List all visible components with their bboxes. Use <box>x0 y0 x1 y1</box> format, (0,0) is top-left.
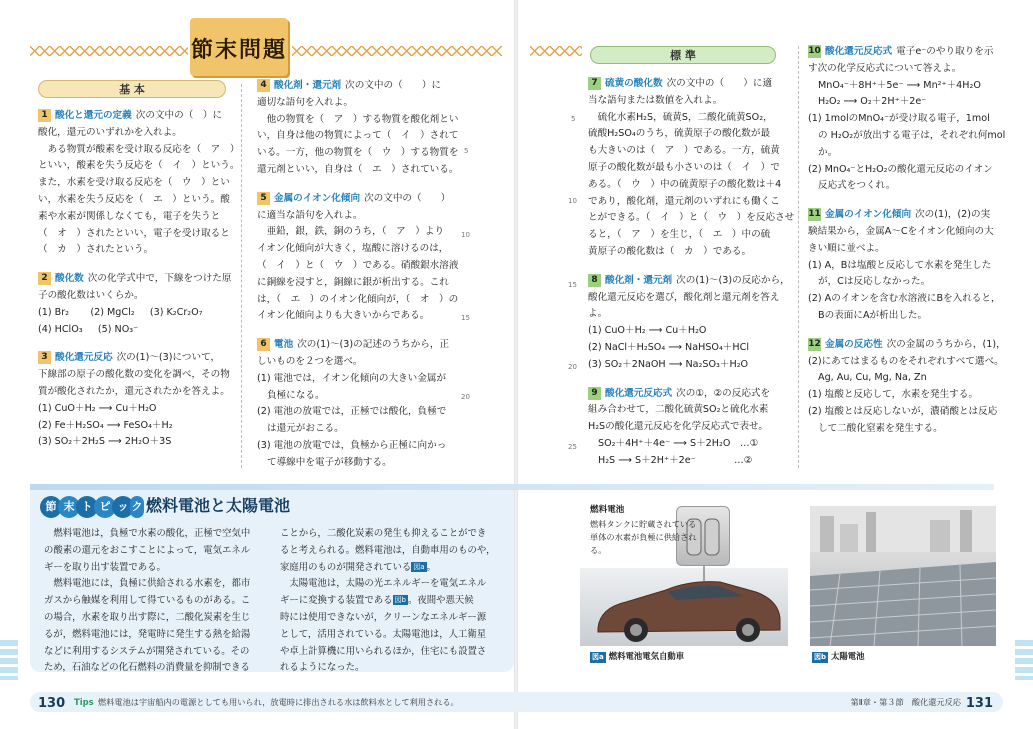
question-number: 7 <box>588 77 601 90</box>
question-item: が，Cは反応しなかった。 <box>818 276 931 288</box>
question-item: Bの表面にAが析出した。 <box>818 309 928 321</box>
question-head: 次の(1)～(3)について， <box>116 352 221 364</box>
question-line: に適当な語句を入れよ。 <box>257 209 363 221</box>
topic-line: の酸素の還元をおこすことによって，電気エネル <box>44 544 251 556</box>
question-item: H₂S ⟶ S＋2H⁺＋2e⁻ …② <box>598 454 753 466</box>
question-line: （ カ ）されたという。 <box>38 244 154 256</box>
topic-line: ことから，二酸化炭素の発生も抑えることができ <box>280 528 487 539</box>
chapter-reference: 第Ⅱ章・第３節 酸化還元反応 <box>850 697 961 707</box>
title-zigzag-left <box>30 46 188 56</box>
question-line: (2)にあてはまるものをそれぞれすべて選べ。 <box>808 355 1004 367</box>
car-label-title: 燃料電池 <box>590 505 625 515</box>
line-number: 10 <box>568 197 577 205</box>
figure-fuel-cell-car <box>580 500 788 646</box>
figure-ref-b[interactable]: 図b <box>394 596 406 605</box>
question-line: しいものを２つを選べ。 <box>257 355 363 367</box>
line-number: 5 <box>464 147 469 155</box>
question-title: 酸化剤・還元剤 <box>605 274 673 286</box>
question-item: (3) 電池の放電では，負極から正極に向かっ <box>257 439 447 451</box>
question-line: イオン化傾向よりも大きいからである。 <box>257 310 430 322</box>
question-line: い，自身は他の物質によって（ イ ）されて <box>257 130 459 142</box>
tips-label: Tips <box>74 697 94 707</box>
solar-panels-illustration <box>810 506 996 646</box>
question-11 <box>808 207 1004 325</box>
question-6 <box>257 337 453 471</box>
question-line: 適切な語句を入れよ。 <box>257 96 353 108</box>
question-title: 酸化数 <box>55 273 84 285</box>
question-line: また，水素を受け取る反応を（ ウ ）とい <box>38 177 230 189</box>
topic-line: として，活用されている。太陽電池は，人工衛星 <box>280 628 487 640</box>
question-4 <box>257 78 459 179</box>
left-column-2 <box>257 78 459 482</box>
topic-line: ため，石油などの化石燃料の消費量を抑制できる <box>44 662 250 674</box>
question-item: (1) Br₂ <box>38 306 70 318</box>
question-item: (2) MgCl₂ <box>90 306 135 318</box>
question-formula: H₂O₂ ⟶ O₂＋2H⁺＋2e⁻ <box>818 96 927 108</box>
question-item: 負極になる。 <box>267 389 325 401</box>
question-line: いる。一方，他の物質を（ ウ ）する物質を <box>257 147 459 159</box>
question-head: 次の(1)，(2)の実 <box>915 209 991 221</box>
topic-badge: 末 <box>58 496 80 518</box>
question-item: の H₂O₂が放出する電子は，それぞれ何mol <box>818 129 1006 141</box>
page-number-right: 131 <box>965 696 993 711</box>
topic-line: 太陽電池は，太陽の光エネルギーを電気エネル <box>280 578 487 590</box>
question-line: （ イ ）と（ ウ ）である。硝酸銀水溶液 <box>257 259 459 271</box>
question-item: (3) K₂Cr₂O₇ <box>149 306 203 318</box>
question-line: 質が酸化されたか，還元されたかを答えよ。 <box>38 385 230 397</box>
topic-line: ギーに変換する装置である <box>280 595 393 607</box>
question-item: (2) MnO₄⁻とH₂O₂の酸化還元反応のイオン <box>808 163 993 175</box>
question-10 <box>808 44 1004 195</box>
metal-list: Ag, Au, Cu, Mg, Na, Zn <box>818 372 927 384</box>
question-line: に銅線を浸すと，銅線に銀が析出する。これ <box>257 276 449 288</box>
question-head: 次の(1)～(3)の記述のうちから，正 <box>297 339 450 351</box>
title-zigzag-far-right <box>530 46 582 56</box>
question-line: も大きいのは（ ア ）である。一方，硫黄 <box>588 145 780 157</box>
question-item: 反応式をつくれ。 <box>818 180 896 192</box>
question-line: 亜鉛，銀，鉄，銅のうち，（ ア ）より <box>257 226 445 238</box>
question-7 <box>588 76 795 261</box>
question-item: (2) Fe＋H₂SO₄ ⟶ FeSO₄＋H₂ <box>38 419 173 431</box>
question-line: であり，酸化剤，還元剤のいずれにも働くこ <box>588 195 780 207</box>
topic-badge: 節 <box>40 496 62 518</box>
question-number: 9 <box>588 387 601 400</box>
question-item: (2) NaCl＋H₂SO₄ ⟶ NaHSO₄＋HCl <box>588 341 749 353</box>
question-8 <box>588 273 790 374</box>
question-line: 子の酸化数はいくらか。 <box>38 289 144 301</box>
question-number: 3 <box>38 351 51 364</box>
question-line: 他の物質を（ ア ）する物質を酸化剤とい <box>257 113 459 125</box>
question-item: (2) Aのイオンを含む水溶液にBを入れると， <box>808 293 1001 305</box>
topic-line: や卓上計算機に用いられるほか，住宅にも設置さ <box>280 645 487 657</box>
line-number: 20 <box>568 363 577 371</box>
figure-caption-solar <box>812 650 865 663</box>
line-number: 15 <box>461 314 470 322</box>
question-line: 硫酸H₂SO₄のうち，硫黄原子の酸化数が最 <box>588 128 771 140</box>
question-formula: MnO₄⁻＋8H⁺＋5e⁻ ⟶ Mn²⁺＋4H₂O <box>818 79 981 91</box>
section-standard-label: 標 準 <box>590 46 776 64</box>
figure-caption-car <box>590 650 684 663</box>
topic-line: 燃料電池には，負極に供給される水素を，都市 <box>44 578 251 590</box>
question-9 <box>588 386 786 470</box>
question-line: よ。 <box>588 308 608 320</box>
column-divider-right <box>798 46 799 468</box>
right-column-1 <box>588 76 795 480</box>
question-line: 酸化，還元のいずれかを入れよ。 <box>38 126 182 138</box>
question-line: ある物質が酸素を受け取る反応を（ ア ） <box>38 143 240 155</box>
question-item: (1) 1molのMnO₄⁻が受け取る電子，1mol <box>808 113 990 125</box>
question-line: といい，酸素を失う反応を（ イ ）という。 <box>38 160 240 172</box>
question-item: (5) NO₃⁻ <box>97 323 139 335</box>
question-3 <box>38 350 234 451</box>
question-head: 次の文中の（ ） <box>364 192 451 204</box>
section-end-title <box>190 18 288 76</box>
question-title: 酸化還元反応 <box>55 352 113 364</box>
question-line: （ オ ）されたといい，電子を受け取ると <box>38 227 230 239</box>
question-head: 次の文中の（ ）に <box>345 80 442 91</box>
line-number: 5 <box>571 115 576 123</box>
question-number: 11 <box>808 209 821 220</box>
question-line: 験結果から，金属A～Cをイオン化傾向の大 <box>808 225 994 237</box>
topic-line: ると考えられる。燃料電池は，自動車用のものや， <box>280 544 496 556</box>
page-number-left: 130 <box>38 696 66 711</box>
left-edge-tab <box>0 640 18 680</box>
line-number: 20 <box>461 393 470 401</box>
question-line: きい順に並べよ。 <box>808 242 885 254</box>
topic-line: などに利用するシステムが開発されている。その <box>44 645 250 657</box>
question-item: (2) 電池の放電では，正極では酸化，負極で <box>257 406 447 418</box>
topic-badge: ッ <box>112 496 134 518</box>
figure-tag: 図b <box>814 653 827 661</box>
question-title: 酸化還元反応式 <box>605 387 673 399</box>
question-title: 酸化と還元の定義 <box>55 110 132 121</box>
figure-tag: 図a <box>592 653 604 661</box>
car-label-text: 燃料タンクに貯蔵されている単体の水素が負極に供給される。 <box>590 519 697 555</box>
question-line: 原子の酸化数が最も小さいのは（ イ ）で <box>588 161 780 173</box>
question-item: (3) SO₂＋2H₂S ⟶ 2H₂O＋3S <box>38 436 172 448</box>
question-line: ると，（ ア ）を生じ，（ エ ）中の硫 <box>588 229 771 241</box>
question-item: SO₂＋4H⁺＋4e⁻ ⟶ S＋2H₂O …① <box>598 437 759 449</box>
topic-line-tail: 。 <box>426 561 436 573</box>
question-item: (1) CuO＋H₂ ⟶ Cu＋H₂O <box>588 325 707 337</box>
question-item: (1) CuO＋H₂ ⟶ Cu＋H₂O <box>38 402 157 414</box>
section-basic-label: 基 本 <box>38 80 226 98</box>
question-number: 6 <box>257 338 270 351</box>
topic-line: れるようになった。 <box>280 662 365 674</box>
question-number: 8 <box>588 274 601 287</box>
question-1 <box>38 108 240 259</box>
question-line: ある。（ ウ ）中の硫黄原子の酸化数は＋4 <box>588 178 782 190</box>
question-item: (1) 電池では，イオン化傾向の大きい金属が <box>257 372 447 384</box>
question-items <box>38 305 234 322</box>
question-item: か。 <box>818 146 838 158</box>
question-item: (4) HClO₃ <box>38 323 83 335</box>
question-head: 次の文中の（ ）に <box>135 110 223 121</box>
question-number: 4 <box>257 79 270 92</box>
topic-column-1 <box>44 526 254 677</box>
tips-text: 燃料電池は宇宙船内の電源としても用いられ，放電時に排出される水は飲料水として利用される。 <box>98 697 459 707</box>
question-line: 還元剤といい，自身は（ エ ）されている。 <box>257 163 459 175</box>
question-title: 酸化還元反応式 <box>825 46 893 57</box>
figure-solar-panels <box>810 506 996 646</box>
question-line: 黄原子の酸化数は（ カ ）である。 <box>588 245 752 257</box>
topic-title: 燃料電池と太陽電池 <box>146 496 291 515</box>
column-divider-left <box>241 84 242 468</box>
line-number: 25 <box>568 443 577 451</box>
question-5 <box>257 191 459 325</box>
question-line: 当な語句または数値を入れよ。 <box>588 94 723 106</box>
caption-text: 燃料電池電気自動車 <box>608 651 685 661</box>
question-head: 次の①，②の反応式を <box>676 387 771 399</box>
question-number: 10 <box>808 46 821 56</box>
question-line: H₂Sの酸化還元反応を化学反応式で表せ。 <box>588 421 768 433</box>
question-item: (1) A，Bは塩酸と反応して水素を発生した <box>808 259 992 271</box>
question-line: い，水素を失う反応を（ エ ）という。酸 <box>38 193 230 205</box>
question-number: 5 <box>257 192 270 205</box>
question-head: 次の金属のうちから，(1)， <box>886 338 1006 350</box>
figure-ref-a[interactable]: 図a <box>413 562 425 571</box>
page-title: 節末問題 <box>190 38 287 63</box>
question-head: 次の文中の（ ）に適 <box>666 78 773 89</box>
question-title: 金属の反応性 <box>825 338 883 350</box>
topic-badge: ピ <box>94 496 116 518</box>
question-title: 金属のイオン化傾向 <box>825 209 912 221</box>
question-item: して二酸化窒素を発生する。 <box>818 422 943 434</box>
question-head: 次の化学式中で，下線をつけた原 <box>87 273 232 285</box>
question-line: は，（ エ ）のイオン化傾向が，（ オ ）の <box>257 293 459 305</box>
question-title: 金属のイオン化傾向 <box>274 192 361 204</box>
question-line: す次の化学反応式について答えよ。 <box>808 62 962 74</box>
topic-line: 時には使用できないが，クリーンなエネルギー源 <box>280 611 487 623</box>
question-12 <box>808 337 1004 438</box>
topic-badge: ト <box>76 496 98 518</box>
right-column-2 <box>808 44 1004 448</box>
question-number: 2 <box>38 272 51 285</box>
question-item: は還元がおこる。 <box>267 423 344 435</box>
question-line: 下線部の原子の酸化数の変化を調べ，その物 <box>38 369 230 381</box>
question-item: (2) 塩酸とは反応しないが，濃硝酸とは反応 <box>808 405 998 417</box>
question-number: 12 <box>808 338 821 349</box>
question-head: 次の(1)～(3)の反応から， <box>676 274 790 286</box>
question-title: 硫黄の酸化数 <box>605 78 663 89</box>
question-2 <box>38 271 234 338</box>
question-items <box>38 322 234 339</box>
question-line: とができる。（ イ ）と（ ウ ）を反応させ <box>588 212 795 224</box>
question-number: 1 <box>38 109 51 122</box>
question-line: イオン化傾向が大きく，塩酸に溶けるのは， <box>257 243 449 255</box>
question-title: 電池 <box>274 339 294 351</box>
topic-line: ギーを取り出す装置である。 <box>44 561 166 573</box>
footer-left <box>30 692 516 712</box>
line-number: 15 <box>568 281 577 289</box>
line-number: 10 <box>461 231 470 239</box>
question-item: て導線中を電子が移動する。 <box>267 456 392 468</box>
topic-line: の場合，水素を取り出す際に，二酸化炭素を生じ <box>44 611 251 623</box>
left-column-1 <box>38 108 240 461</box>
caption-text: 太陽電池 <box>831 651 865 661</box>
question-line: 素や水素が関係しなくても，電子を失うと <box>38 210 221 222</box>
question-line: 酸化還元反応を選び，酸化剤と還元剤を答え <box>588 291 780 303</box>
title-zigzag-right <box>292 46 502 56</box>
topic-line: ガスから触媒を利用して得ているものがある。こ <box>44 595 251 607</box>
question-head: 電子e⁻のやり取りを示 <box>896 46 994 57</box>
question-line: 組み合わせて，二酸化硫黄SO₂と硫化水素 <box>588 404 769 416</box>
question-item: (1) 塩酸と反応して，水素を発生する。 <box>808 389 978 401</box>
topic-line: 家庭用のものが開発されている <box>280 561 412 573</box>
topic-line: るが，燃料電池には，発電時に発生する熱を給湯 <box>44 628 251 640</box>
question-title: 酸化剤・還元剤 <box>274 80 342 91</box>
topic-column-2 <box>280 526 500 677</box>
topic-line: 燃料電池は，負極で水素の酸化，正極で空気中 <box>44 528 251 539</box>
question-item: (3) SO₂＋2NaOH ⟶ Na₂SO₃＋H₂O <box>588 358 749 370</box>
topic-badge: ク <box>130 496 144 518</box>
footer-right <box>517 692 1003 712</box>
right-edge-tab <box>1015 640 1033 680</box>
question-line: 硫化水素H₂S，硫黄S，二酸化硫黄SO₂， <box>588 111 773 123</box>
topic-line-tail: 。夜間や悪天候 <box>407 595 474 607</box>
